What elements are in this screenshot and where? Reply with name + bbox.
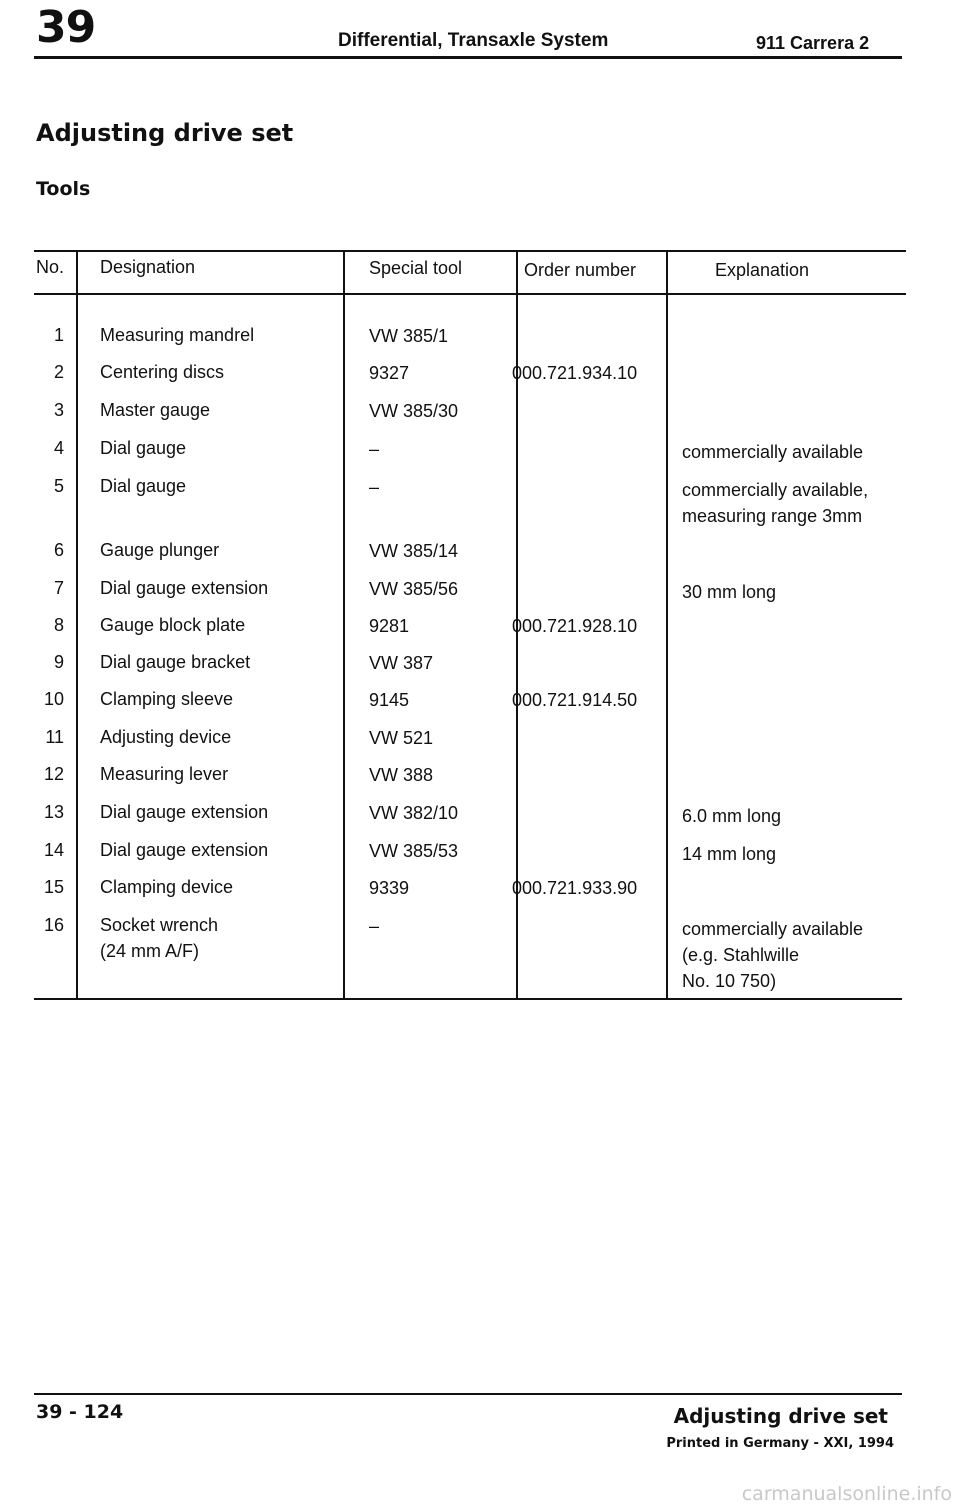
special-tool-cell: VW 388 [369, 765, 434, 785]
row-number: 7 [53, 578, 64, 598]
designation-cell: (24 mm A/F) [100, 941, 200, 961]
explanation-cell: commercially available [682, 442, 864, 462]
row-number: 8 [53, 615, 64, 635]
designation-cell: Dial gauge bracket [100, 652, 251, 672]
special-tool-cell: VW 521 [369, 728, 434, 748]
row-number: 5 [53, 476, 64, 496]
row-number: 12 [43, 764, 64, 784]
column-divider [343, 250, 345, 1000]
order-number-cell: 000.721.934.10 [512, 363, 638, 383]
header-model: 911 Carrera 2 [756, 33, 870, 53]
designation-cell: Socket wrench [100, 915, 219, 935]
row-number: 16 [43, 915, 64, 935]
special-tool-cell: 9145 [369, 690, 410, 710]
table-top-rule [34, 250, 906, 252]
designation-cell: Gauge block plate [100, 615, 246, 635]
column-header-designation: Designation [100, 257, 196, 277]
explanation-cell: 6.0 mm long [682, 806, 782, 826]
table-bottom-rule [34, 998, 902, 1000]
table-header-rule [34, 293, 906, 295]
designation-cell: Adjusting device [100, 727, 232, 747]
footer-title: Adjusting drive set [673, 1404, 888, 1428]
explanation-cell: 14 mm long [682, 844, 777, 864]
print-info: Printed in Germany - XXI, 1994 [666, 1436, 894, 1451]
column-header-no: No. [36, 257, 65, 277]
designation-cell: Dial gauge extension [100, 578, 269, 598]
header-title: Differential, Transaxle System [338, 30, 609, 51]
order-number-cell: 000.721.933.90 [512, 878, 638, 898]
row-number: 4 [53, 438, 64, 458]
designation-cell: Gauge plunger [100, 540, 220, 560]
designation-cell: Centering discs [100, 362, 225, 382]
column-header-order-number: Order number [524, 260, 637, 280]
row-number: 13 [43, 802, 64, 822]
explanation-cell: 30 mm long [682, 582, 777, 602]
explanation-cell: commercially available [682, 919, 864, 939]
designation-cell: Dial gauge extension [100, 802, 269, 822]
row-number: 10 [43, 689, 64, 709]
designation-cell: Dial gauge [100, 438, 187, 458]
special-tool-cell: 9339 [369, 878, 410, 898]
row-number: 11 [45, 727, 64, 747]
section-title: Adjusting drive set [36, 119, 294, 147]
special-tool-cell: 9281 [369, 616, 410, 636]
column-header-explanation: Explanation [715, 260, 810, 280]
row-number: 9 [53, 652, 64, 672]
row-number: 6 [53, 540, 64, 560]
tools-table [34, 250, 906, 1000]
special-tool-cell: VW 385/53 [369, 841, 459, 861]
special-tool-cell: – [369, 477, 380, 497]
designation-cell: Measuring lever [100, 764, 229, 784]
special-tool-cell: – [369, 916, 380, 936]
special-tool-cell: VW 385/14 [369, 541, 459, 561]
special-tool-cell: VW 387 [369, 653, 434, 673]
order-number-cell: 000.721.928.10 [512, 616, 638, 636]
row-number: 15 [43, 877, 64, 897]
page-number: 39 - 124 [36, 1401, 124, 1423]
explanation-cell: No. 10 750) [682, 971, 777, 991]
designation-cell: Measuring mandrel [100, 325, 255, 345]
special-tool-cell: VW 385/30 [369, 401, 459, 421]
watermark: carmanualsonline.info [741, 1483, 952, 1505]
designation-cell: Clamping sleeve [100, 689, 234, 709]
explanation-cell: (e.g. Stahlwille [682, 945, 800, 965]
row-number: 3 [53, 400, 64, 420]
chapter-number: 39 [36, 2, 96, 53]
special-tool-cell: VW 385/56 [369, 579, 459, 599]
subsection-title: Tools [36, 178, 91, 200]
header-divider [34, 56, 902, 59]
column-divider [76, 250, 78, 1000]
row-number: 1 [53, 325, 64, 345]
row-number: 2 [53, 362, 64, 382]
order-number-cell: 000.721.914.50 [512, 690, 638, 710]
designation-cell: Dial gauge extension [100, 840, 269, 860]
special-tool-cell: VW 385/1 [369, 326, 449, 346]
footer-divider [34, 1393, 902, 1395]
explanation-cell: commercially available, [682, 480, 869, 500]
special-tool-cell: 9327 [369, 363, 410, 383]
special-tool-cell: VW 382/10 [369, 803, 459, 823]
column-divider [666, 250, 668, 1000]
explanation-cell: measuring range 3mm [682, 506, 863, 526]
special-tool-cell: – [369, 439, 380, 459]
row-number: 14 [43, 840, 64, 860]
column-header-special-tool: Special tool [369, 258, 463, 278]
designation-cell: Master gauge [100, 400, 211, 420]
designation-cell: Clamping device [100, 877, 234, 897]
designation-cell: Dial gauge [100, 476, 187, 496]
